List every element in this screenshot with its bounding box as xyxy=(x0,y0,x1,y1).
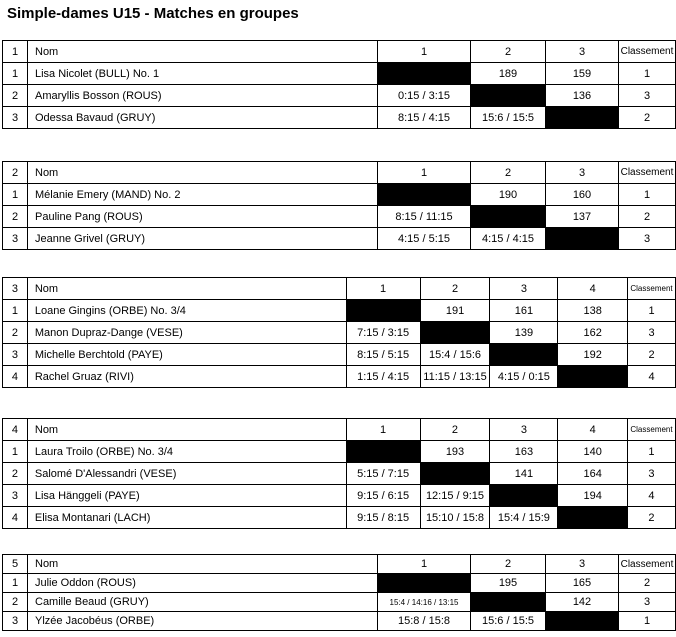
player-row xyxy=(3,344,676,366)
diagonal-cell xyxy=(378,574,471,593)
diagonal-cell xyxy=(471,85,546,107)
player-row xyxy=(3,63,676,85)
player-row xyxy=(3,322,676,344)
group-table-4 xyxy=(2,418,676,529)
player-pos: 2 xyxy=(3,206,28,228)
player-pos: 1 xyxy=(3,63,28,85)
result-cell: 142 xyxy=(546,593,619,612)
diagonal-cell xyxy=(558,507,628,529)
player-pos: 4 xyxy=(3,507,28,529)
match-col-header: 2 xyxy=(471,555,546,574)
result-cell: 4:15 / 4:15 xyxy=(471,228,546,250)
classement-header: Classement xyxy=(619,555,676,574)
result-cell: 195 xyxy=(471,574,546,593)
result-cell: 190 xyxy=(471,184,546,206)
diagonal-cell xyxy=(378,184,471,206)
player-pos: 3 xyxy=(3,485,28,507)
result-cell: 160 xyxy=(546,184,619,206)
match-col-header: 1 xyxy=(378,162,471,184)
group-2-results-table xyxy=(2,161,676,250)
result-cell: 15:4 / 15:6 xyxy=(420,344,490,366)
player-pos: 2 xyxy=(3,593,28,612)
nom-header: Nom xyxy=(28,41,378,63)
player-name: Odessa Bavaud (GRUY) xyxy=(28,107,378,129)
result-cell: 15:10 / 15:8 xyxy=(420,507,490,529)
result-cell: 192 xyxy=(558,344,628,366)
header-row xyxy=(3,419,676,441)
header-row xyxy=(3,278,676,300)
result-cell: 194 xyxy=(558,485,628,507)
result-cell: 164 xyxy=(558,463,628,485)
classement-cell: 4 xyxy=(627,485,675,507)
match-col-header: 2 xyxy=(420,278,490,300)
player-row xyxy=(3,300,676,322)
classement-cell: 3 xyxy=(619,85,676,107)
nom-header: Nom xyxy=(28,555,378,574)
group-number: 4 xyxy=(3,419,28,441)
result-cell: 191 xyxy=(420,300,490,322)
classement-cell: 1 xyxy=(619,612,676,631)
group-4-results-table xyxy=(2,418,676,529)
result-cell: 165 xyxy=(546,574,619,593)
player-name: Camille Beaud (GRUY) xyxy=(28,593,378,612)
classement-cell: 3 xyxy=(628,322,676,344)
player-row xyxy=(3,107,676,129)
result-cell: 8:15 / 4:15 xyxy=(378,107,471,129)
result-cell: 15:8 / 15:8 xyxy=(378,612,471,631)
diagonal-cell xyxy=(471,593,546,612)
result-cell: 1:15 / 4:15 xyxy=(346,366,420,388)
result-cell: 9:15 / 6:15 xyxy=(346,485,420,507)
player-pos: 2 xyxy=(3,463,28,485)
player-row xyxy=(3,593,676,612)
player-name: Elisa Montanari (LACH) xyxy=(27,507,346,529)
player-row xyxy=(3,507,676,529)
player-row xyxy=(3,612,676,631)
match-col-header: 3 xyxy=(546,162,619,184)
match-col-header: 2 xyxy=(471,41,546,63)
player-pos: 2 xyxy=(3,85,28,107)
player-row xyxy=(3,574,676,593)
classement-header: Classement xyxy=(628,278,676,300)
player-name: Manon Dupraz-Dange (VESE) xyxy=(27,322,346,344)
result-cell: 189 xyxy=(471,63,546,85)
group-number: 3 xyxy=(3,278,28,300)
classement-cell: 1 xyxy=(627,441,675,463)
diagonal-cell xyxy=(420,463,490,485)
result-cell: 162 xyxy=(558,322,628,344)
player-name: Salomé D'Alessandri (VESE) xyxy=(27,463,346,485)
player-pos: 1 xyxy=(3,300,28,322)
result-cell: 8:15 / 5:15 xyxy=(346,344,420,366)
classement-cell: 2 xyxy=(619,206,676,228)
player-row xyxy=(3,206,676,228)
nom-header: Nom xyxy=(27,419,346,441)
diagonal-cell xyxy=(346,441,420,463)
player-pos: 4 xyxy=(3,366,28,388)
classement-header: Classement xyxy=(619,162,676,184)
player-row xyxy=(3,85,676,107)
match-col-header: 3 xyxy=(490,278,558,300)
group-table-2 xyxy=(2,161,676,250)
match-col-header: 4 xyxy=(558,419,628,441)
player-pos: 3 xyxy=(3,344,28,366)
player-pos: 3 xyxy=(3,612,28,631)
player-name: Jeanne Grivel (GRUY) xyxy=(28,228,378,250)
result-cell: 137 xyxy=(546,206,619,228)
classement-cell: 2 xyxy=(619,574,676,593)
group-5-results-table xyxy=(2,554,676,631)
result-cell: 12:15 / 9:15 xyxy=(420,485,490,507)
match-col-header: 3 xyxy=(490,419,558,441)
result-cell: 161 xyxy=(490,300,558,322)
result-cell: 8:15 / 11:15 xyxy=(378,206,471,228)
group-3-results-table xyxy=(2,277,676,388)
group-number: 2 xyxy=(3,162,28,184)
player-name: Michelle Berchtold (PAYE) xyxy=(27,344,346,366)
match-col-header: 1 xyxy=(346,419,420,441)
result-cell: 139 xyxy=(490,322,558,344)
result-cell: 11:15 / 13:15 xyxy=(420,366,490,388)
group-table-1 xyxy=(2,40,676,129)
group-number: 5 xyxy=(3,555,28,574)
classement-cell: 3 xyxy=(619,228,676,250)
player-name: Ylzée Jacobéus (ORBE) xyxy=(28,612,378,631)
match-col-header: 4 xyxy=(558,278,628,300)
header-row xyxy=(3,162,676,184)
player-pos: 3 xyxy=(3,228,28,250)
result-cell: 15:6 / 15:5 xyxy=(471,107,546,129)
match-col-header: 1 xyxy=(378,555,471,574)
result-cell: 4:15 / 5:15 xyxy=(378,228,471,250)
match-col-header: 2 xyxy=(420,419,490,441)
classement-cell: 4 xyxy=(628,366,676,388)
group-table-3 xyxy=(2,277,676,388)
classement-cell: 3 xyxy=(619,593,676,612)
diagonal-cell xyxy=(546,228,619,250)
result-cell: 15:4 / 14:16 / 13:15 xyxy=(378,593,471,612)
diagonal-cell xyxy=(490,344,558,366)
diagonal-cell xyxy=(471,206,546,228)
result-cell: 193 xyxy=(420,441,490,463)
player-pos: 3 xyxy=(3,107,28,129)
group-table-5 xyxy=(2,554,676,631)
player-pos: 2 xyxy=(3,322,28,344)
diagonal-cell xyxy=(420,322,490,344)
player-name: Pauline Pang (ROUS) xyxy=(28,206,378,228)
result-cell: 0:15 / 3:15 xyxy=(378,85,471,107)
page-title: Simple-dames U15 - Matches en groupes xyxy=(7,5,299,22)
group-1-results-table xyxy=(2,40,676,129)
classement-cell: 3 xyxy=(627,463,675,485)
player-name: Mélanie Emery (MAND) No. 2 xyxy=(28,184,378,206)
result-cell: 136 xyxy=(546,85,619,107)
player-name: Loane Gingins (ORBE) No. 3/4 xyxy=(27,300,346,322)
player-row xyxy=(3,463,676,485)
classement-cell: 2 xyxy=(627,507,675,529)
result-cell: 4:15 / 0:15 xyxy=(490,366,558,388)
player-name: Lisa Nicolet (BULL) No. 1 xyxy=(28,63,378,85)
match-col-header: 3 xyxy=(546,41,619,63)
classement-header: Classement xyxy=(619,41,676,63)
player-pos: 1 xyxy=(3,184,28,206)
diagonal-cell xyxy=(378,63,471,85)
player-name: Julie Oddon (ROUS) xyxy=(28,574,378,593)
player-name: Lisa Hänggeli (PAYE) xyxy=(27,485,346,507)
result-cell: 163 xyxy=(490,441,558,463)
classement-cell: 2 xyxy=(628,344,676,366)
classement-cell: 1 xyxy=(619,63,676,85)
result-cell: 15:6 / 15:5 xyxy=(471,612,546,631)
classement-cell: 1 xyxy=(619,184,676,206)
diagonal-cell xyxy=(546,107,619,129)
match-col-header: 2 xyxy=(471,162,546,184)
match-col-header: 3 xyxy=(546,555,619,574)
match-col-header: 1 xyxy=(378,41,471,63)
match-col-header: 1 xyxy=(346,278,420,300)
header-row xyxy=(3,41,676,63)
classement-header: Classement xyxy=(627,419,675,441)
player-row xyxy=(3,485,676,507)
player-pos: 1 xyxy=(3,441,28,463)
nom-header: Nom xyxy=(28,162,378,184)
nom-header: Nom xyxy=(27,278,346,300)
group-number: 1 xyxy=(3,41,28,63)
result-cell: 138 xyxy=(558,300,628,322)
player-row xyxy=(3,184,676,206)
result-cell: 159 xyxy=(546,63,619,85)
diagonal-cell xyxy=(546,612,619,631)
result-cell: 141 xyxy=(490,463,558,485)
player-name: Rachel Gruaz (RIVI) xyxy=(27,366,346,388)
result-cell: 9:15 / 8:15 xyxy=(346,507,420,529)
player-row xyxy=(3,441,676,463)
player-name: Amaryllis Bosson (ROUS) xyxy=(28,85,378,107)
header-row xyxy=(3,555,676,574)
player-row xyxy=(3,366,676,388)
classement-cell: 2 xyxy=(619,107,676,129)
result-cell: 7:15 / 3:15 xyxy=(346,322,420,344)
diagonal-cell xyxy=(490,485,558,507)
diagonal-cell xyxy=(558,366,628,388)
result-cell: 5:15 / 7:15 xyxy=(346,463,420,485)
classement-cell: 1 xyxy=(628,300,676,322)
player-name: Laura Troilo (ORBE) No. 3/4 xyxy=(27,441,346,463)
diagonal-cell xyxy=(346,300,420,322)
result-cell: 15:4 / 15:9 xyxy=(490,507,558,529)
player-row xyxy=(3,228,676,250)
player-pos: 1 xyxy=(3,574,28,593)
result-cell: 140 xyxy=(558,441,628,463)
